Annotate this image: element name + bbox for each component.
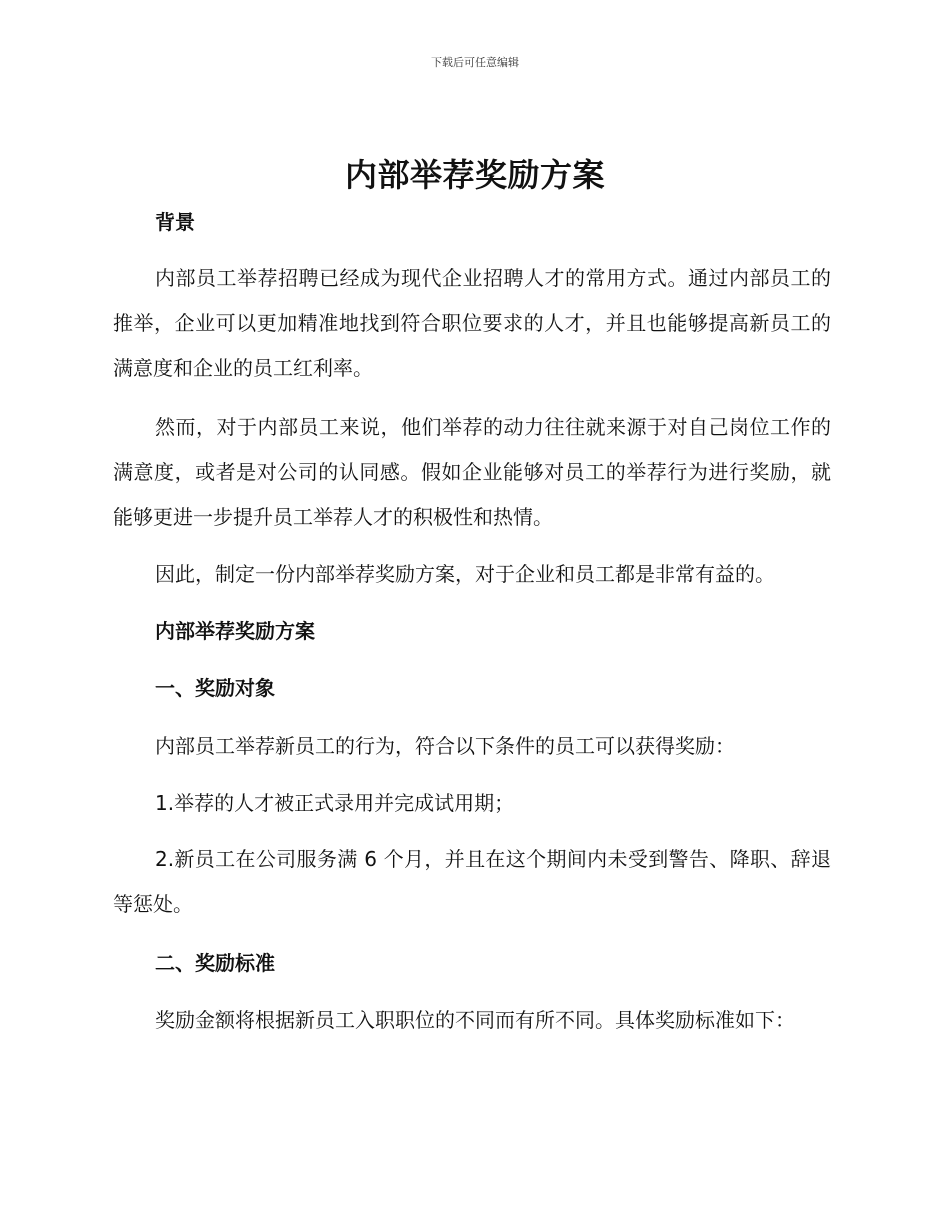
section-heading-background: 背景 xyxy=(155,210,195,234)
paragraph-motivation: 然而，对于内部员工来说，他们举荐的动力往往就来源于对自己岗位工作的满意度，或者是对公司的认同感。假如企业能够对员工的举荐行为进行奖励，就能够更进一步提升员工举荐人才的积极性和热情。 xyxy=(113,415,831,529)
page-header-note: 下载后可任意编辑 xyxy=(431,56,519,69)
section-heading-reward-standard: 二、奖励标准 xyxy=(155,951,275,975)
reward-target-intro: 内部员工举荐新员工的行为，符合以下条件的员工可以获得奖励： xyxy=(155,734,735,758)
reward-standard-intro: 奖励金额将根据新员工入职职位的不同而有所不同。具体奖励标准如下： xyxy=(155,1008,795,1032)
condition-item-2: 2.新员工在公司服务满 6 个月，并且在这个期间内未受到警告、降职、辞退等惩处。 xyxy=(113,847,831,916)
paragraph-intro: 内部员工举荐招聘已经成为现代企业招聘人才的常用方式。通过内部员工的推举，企业可以更加精准地找到符合职位要求的人才，并且也能够提高新员工的满意度和企业的员工红利率。 xyxy=(113,266,831,380)
document-title: 内部举荐奖励方案 xyxy=(344,156,605,194)
section-heading-plan: 内部举荐奖励方案 xyxy=(155,619,315,643)
condition-item-1: 1.举荐的人才被正式录用并完成试用期； xyxy=(155,791,515,815)
section-heading-reward-target: 一、奖励对象 xyxy=(155,676,275,700)
paragraph-conclusion: 因此，制定一份内部举荐奖励方案，对于企业和员工都是非常有益的。 xyxy=(155,562,775,586)
